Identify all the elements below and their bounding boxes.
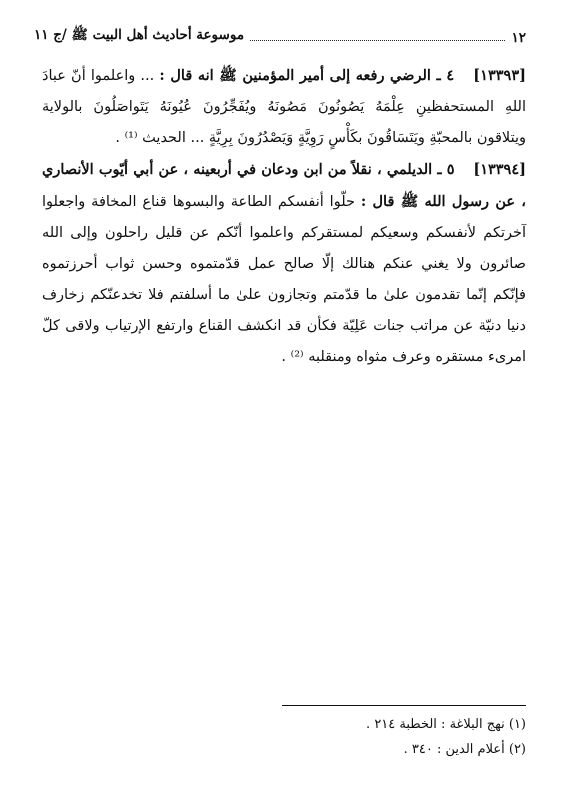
hadith-text: ... واعلموا أنّ عبادَ اللهِ المستحفظينِ عِلْمَهُ يَصُونُونَ مَصُونَهُ ويُفَجِّرُونَ عُيُونَهُ يَتَواصَلُونَ بالولاية ويتلاقون بالمحبّةِ ويَتَسَاقُونَ بكَأْسٍ رَوِيَّةٍ وَيَصْدُرُونَ بِرِيَّةٍ ... الحديث ⁽¹⁾ . (42, 68, 526, 146)
hadith-text: حلّوا أنفسكم الطاعة والبسوها قناع المخافة واجعلوا آخرتكم لأنفسكم وسعيكم لمستقركم واعلموا أنّكم عن قليل راحلون وإلى الله صائرون ولا يغني عنكم هنالك إلّا صالح عمل قدّمتموه وحسن ثواب أحرزتموه فإنّكم إنّما تقدمون علىٰ ما قدّمتم وتجازون علىٰ ما أسلفتم فلا تخدعنّكم زخارف دنيا دنيّة عن مراتب جنات عَلِيّة فكأن قد انكشف القناع وارتفع الإرتياب ولاقى كلّ امرىء مستقره وعرف مثواه ومنقلبه ⁽²⁾ . (42, 194, 526, 365)
header-dotted-leader (250, 39, 505, 41)
hadith-narration: ٥ ـ الديلمي ، نقلاً من ابن ودعان في أربعينه ، عن أبي أيّوب الأنصاري ، عن رسول الله ﷺ قال : (42, 161, 526, 210)
running-header (34, 20, 526, 46)
header-title: موسوعة أحاديث أهل البيت ﷺ /ج ١١ (34, 27, 245, 43)
hadith-paragraph (42, 60, 526, 154)
footnotes (60, 712, 526, 762)
main-text (42, 60, 526, 373)
page-number: ١٢ (511, 30, 526, 46)
footnote: (١) نهج البلاغة : الخطبة ٢١٤ . (366, 717, 526, 732)
hadith-narration: ٤ ـ الرضي رفعه إلى أمير المؤمنين ﷺ انه قال : (159, 67, 455, 84)
hadith-reference-number: [١٣٣٩٤] (473, 161, 527, 178)
footnote: (٢) أعلام الدين : ٣٤٠ . (403, 742, 526, 757)
hadith-reference-number: [١٣٣٩٣] (473, 67, 526, 84)
footnote-divider (282, 705, 526, 706)
hadith-paragraph (42, 154, 526, 373)
